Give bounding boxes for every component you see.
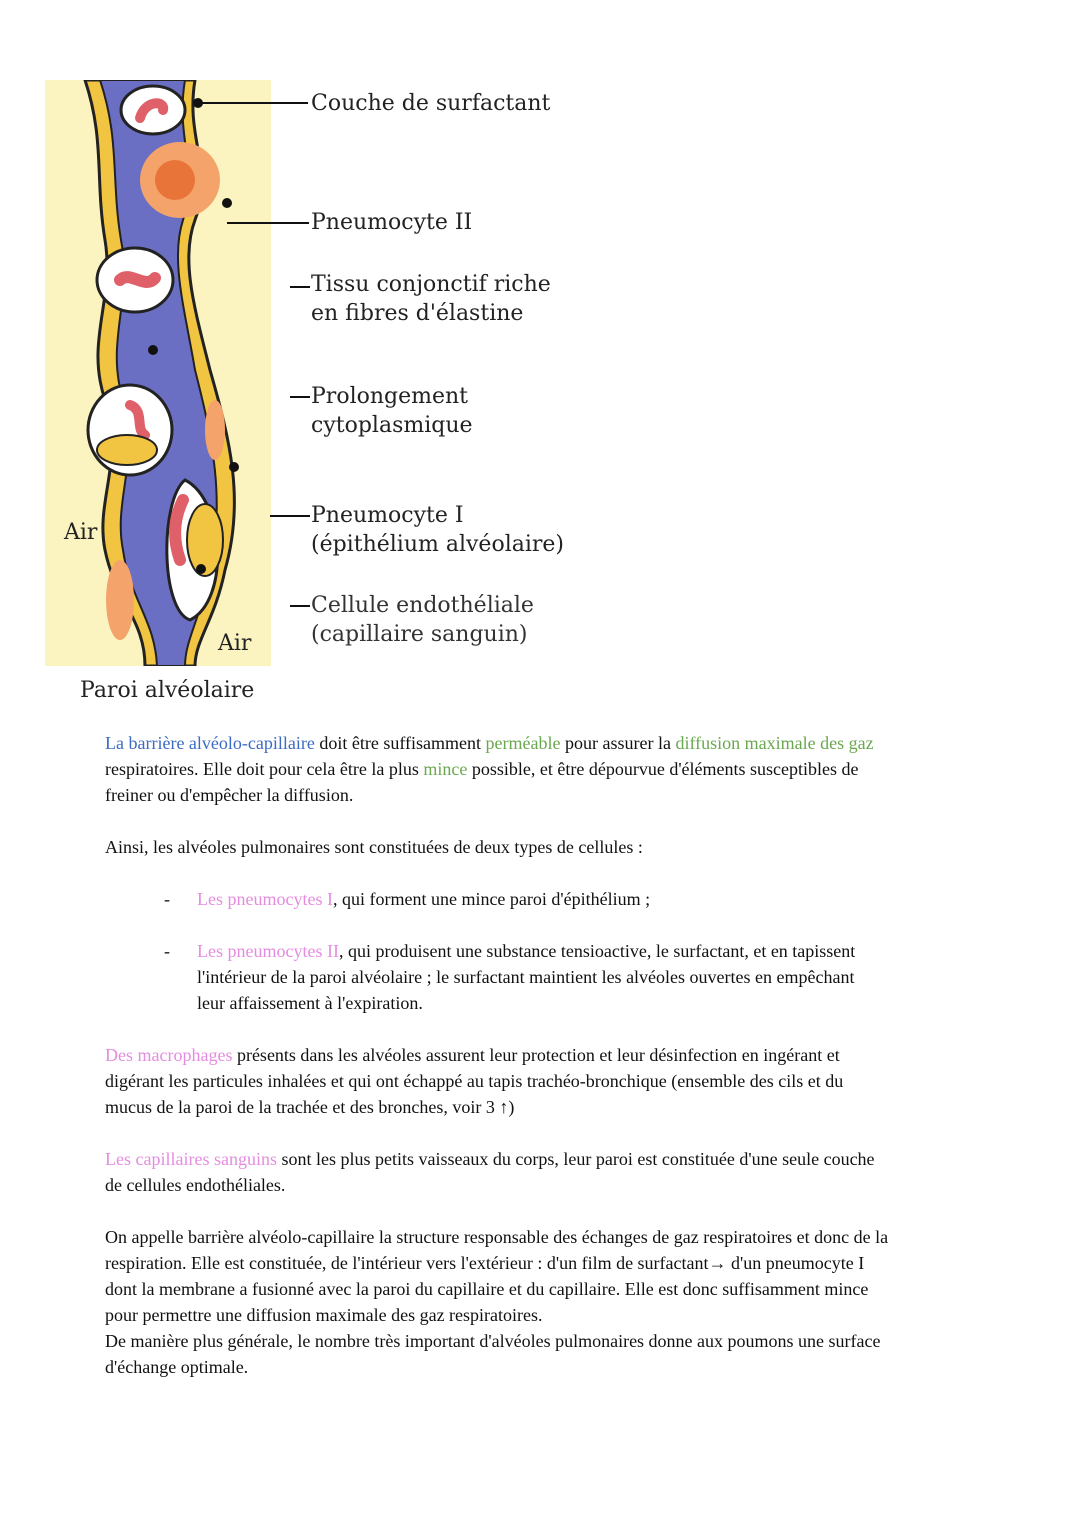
leader-dot: [229, 462, 239, 472]
diagram-caption: Paroi alvéolaire: [80, 678, 255, 703]
label-pneumocyte-2: Pneumocyte II: [311, 210, 473, 235]
label-prolongement-2: cytoplasmique: [311, 413, 473, 438]
paragraph-line: freiner ou d'empêcher la diffusion.: [105, 785, 354, 805]
alveolar-wall-diagram: [45, 80, 271, 666]
paragraph-line: de cellules endothéliales.: [105, 1175, 286, 1195]
term-permeable: perméable: [485, 733, 561, 753]
text: respiratoires. Elle doit pour cela être la plus: [105, 759, 424, 779]
text: pour assurer la: [560, 733, 676, 753]
term-pneumocytes-1: Les pneumocytes I: [197, 889, 333, 909]
paragraph-line: dont la membrane a fusionné avec la paroi du capillaire et du capillaire. Elle est donc suffisamment mince: [105, 1279, 869, 1299]
label-capillaire-sanguin: (capillaire sanguin): [311, 622, 528, 647]
term-mince: mince: [423, 759, 468, 779]
label-epithelium: (épithélium alvéolaire): [311, 532, 564, 557]
term-diffusion: diffusion maximale des gaz: [675, 733, 874, 753]
label-air-bottom: Air: [218, 631, 252, 656]
text: doit être suffisamment: [314, 733, 486, 753]
bullet-dash: -: [164, 941, 170, 961]
paragraph-macrophages: [105, 1042, 1005, 1068]
paragraph-types: Ainsi, les alvéoles pulmonaires sont constituées de deux types de cellules :: [105, 837, 643, 857]
paragraph-line: De manière plus générale, le nombre très important d'alvéoles pulmonaires donne aux poumons une surface: [105, 1331, 881, 1351]
term-macrophages: Des macrophages: [105, 1045, 233, 1065]
paragraph-line: mucus de la paroi de la trachée et des bronches, voir 3 ↑): [105, 1097, 515, 1117]
label-tissu-2: en fibres d'élastine: [311, 301, 524, 326]
leader-line: [290, 396, 310, 398]
paragraph-line: l'intérieur de la paroi alvéolaire ; le surfactant maintient les alvéoles ouvertes en empêchant: [197, 967, 855, 987]
paragraph-line: leur affaissement à l'expiration.: [197, 993, 423, 1013]
label-cellule-endotheliale: Cellule endothéliale: [311, 593, 534, 618]
leader-dot: [222, 198, 232, 208]
term-pneumocytes-2: Les pneumocytes II: [197, 941, 339, 961]
label-tissu-1: Tissu conjonctif riche: [311, 272, 551, 297]
leader-dot: [196, 564, 206, 574]
paragraph-line: [105, 756, 1005, 782]
leader-line: [290, 286, 310, 288]
text: présents dans les alvéoles assurent leur protection et leur désinfection en ingérant et: [232, 1045, 840, 1065]
label-prolongement-1: Prolongement: [311, 384, 469, 409]
paragraph-line: respiration. Elle est constituée, de l'intérieur vers l'extérieur : d'un film de surfactant→ d'un pneumocyte I: [105, 1253, 865, 1273]
paragraph-line: d'échange optimale.: [105, 1357, 249, 1377]
paragraph-line: On appelle barrière alvéolo-capillaire la structure responsable des échanges de gaz respiratoires et donc de la: [105, 1227, 889, 1247]
paragraph-line: pour permettre une diffusion maximale des gaz respiratoires.: [105, 1305, 543, 1325]
leader-dot: [148, 345, 158, 355]
leader-line: [270, 515, 310, 517]
term-barriere: La barrière alvéolo-capillaire: [105, 733, 315, 753]
label-air-left: Air: [64, 520, 98, 545]
paragraph-line: digérant les particules inhalées et qui ont échappé au tapis trachéo-bronchique (ensemble des cils et du: [105, 1071, 844, 1091]
bullet-pneumocytes-2: [105, 938, 1005, 964]
label-surfactant: Couche de surfactant: [311, 91, 551, 116]
document-body: [105, 730, 1005, 1380]
bullet-pneumocytes-1: [105, 886, 1005, 912]
paragraph-barriere: [105, 730, 1005, 756]
leader-line: [198, 102, 308, 104]
text: possible, et être dépourvue d'éléments susceptibles de: [467, 759, 859, 779]
leader-line: [290, 605, 310, 607]
bullet-dash: -: [164, 889, 170, 909]
term-capillaires: Les capillaires sanguins: [105, 1149, 277, 1169]
leader-line: [227, 222, 309, 224]
text: , qui forment une mince paroi d'épithélium ;: [332, 889, 651, 909]
text: , qui produisent une substance tensioactive, le surfactant, et en tapissent: [338, 941, 856, 961]
label-pneumocyte-1: Pneumocyte I: [311, 503, 464, 528]
text: sont les plus petits vaisseaux du corps, leur paroi est constituée d'une seule couche: [276, 1149, 875, 1169]
paragraph-capillaires: [105, 1146, 1005, 1172]
